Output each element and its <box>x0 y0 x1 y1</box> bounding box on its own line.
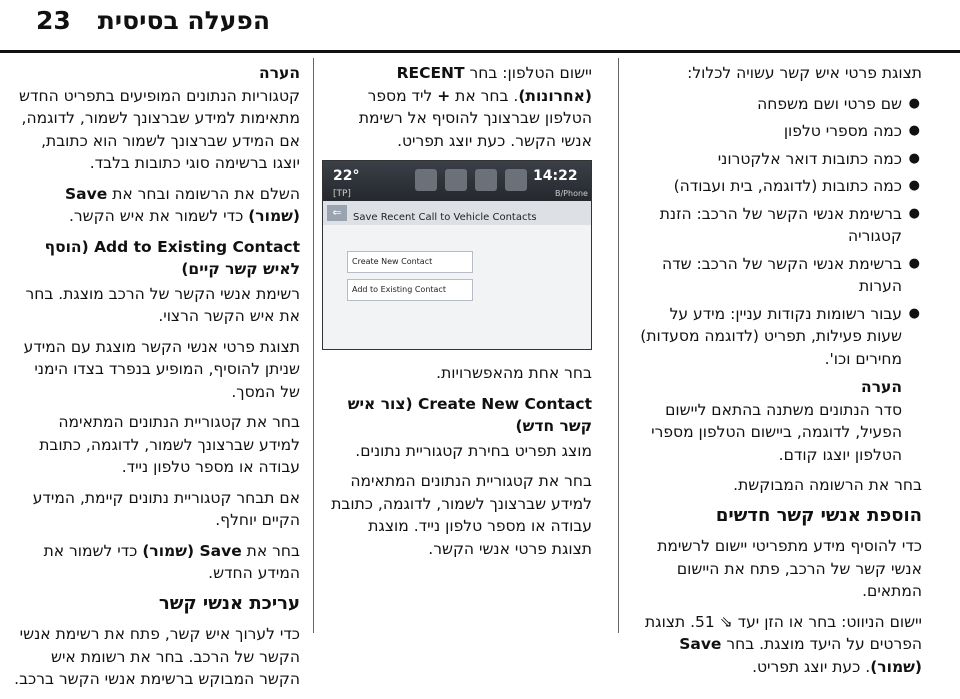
note-text: קטגוריות הנתונים המופיעים בתפריט החדש מתאימות למידע שברצונך לשמור, לדוגמה, אם המידע שברצונך לשמור הוא כתובת, יוצגו ברשימה סוגי כתובות בלבד. <box>19 86 300 172</box>
navigation-arrow-icon: ⇘ <box>719 612 733 631</box>
list-item: ● ברשימת אנשי הקשר של הרכב: שדה הערות <box>632 253 922 298</box>
page-number: 23 <box>36 6 71 35</box>
list-item: ● שם פרטי ושם משפחה <box>632 93 922 116</box>
app-tab-icon[interactable] <box>415 169 437 191</box>
recent-label: RECENT (אחרונות) <box>396 64 592 105</box>
header-rule <box>0 50 960 53</box>
add-to-existing-contact-option[interactable]: Add to Existing Contact <box>347 279 473 301</box>
middle-column <box>326 62 592 568</box>
page-title: הפעלה בסיסית <box>97 6 270 35</box>
page-header <box>0 0 960 50</box>
phone-indicator: B/Phone <box>555 189 588 198</box>
add-existing-text: בחר את קטגוריית הנתונים המתאימה למידע שברצונך לשמור, לדוגמה, כתובת עבודה או מספר טלפון נייד. <box>39 413 300 476</box>
infotainment-screenshot <box>322 160 592 350</box>
choose-category-text: בחר את קטגוריית הנתונים המתאימה למידע שברצונך לשמור, לדוגמה, כתובת עבודה או מספר טלפון נייד. מוצגת תצוגת פרטי אנשי הקשר. <box>331 472 592 558</box>
add-existing-text: אם תבחר קטגוריית נתונים קיימת, המידע הקיים יוחלף. <box>32 488 300 529</box>
save-label: Save (שמור) <box>142 541 242 560</box>
create-new-contact-text: מוצג תפריט בחירת קטגוריית נתונים. <box>355 441 592 460</box>
details-list <box>632 93 922 371</box>
note-heading: הערה <box>861 378 902 396</box>
section-title-add-contacts: הוספת אנשי קשר חדשים <box>715 504 922 526</box>
complete-entry-text: השלם את הרשומה ובחר את Save (שמור) כדי לשמור את איש הקשר. <box>65 184 300 225</box>
list-item: ● עבור רשומות נקודות עניין: מידע על שעות פעילות, תפריט (לדוגמה מסעדות) מחירים וכו'. <box>632 303 922 371</box>
add-existing-text: רשימת אנשי הקשר של הרכב מוצגת. בחר את איש הקשר הרצוי. <box>25 284 300 325</box>
clock-readout: 14:22 <box>533 168 578 184</box>
back-button[interactable]: ⇐ <box>327 205 347 221</box>
create-new-contact-heading: Create New Contact (צור איש קשר חדש) <box>347 394 592 435</box>
select-entry-text: בחר את הרשומה המבוקשת. <box>733 476 922 494</box>
left-column <box>14 62 300 699</box>
tp-indicator: [TP] <box>333 189 351 199</box>
app-tab-icon[interactable] <box>505 169 527 191</box>
temperature-readout: 22° <box>333 168 360 184</box>
list-item: ● כמה כתובות (לדוגמה, בית ועבודה) <box>632 175 922 198</box>
list-item: ● ברשימת אנשי הקשר של הרכב: הזנת קטגוריה <box>632 203 922 248</box>
plus-icon: + <box>437 86 451 105</box>
phone-app-text: יישום הטלפון: בחר RECENT (אחרונות). בחר את + ליד מספר הטלפון שברצונך להוסיף אל רשימת אנשי הקשר. כעת יוצג תפריט. <box>358 64 592 150</box>
column-divider-right <box>618 58 619 633</box>
list-item: ● כמה כתובות דואר אלקטרוני <box>632 148 922 171</box>
save-new-info-text: בחר את Save (שמור) כדי לשמור את המידע החדש. <box>43 541 300 582</box>
details-intro: תצוגת פרטי איש קשר עשויה לכלול: <box>687 64 922 82</box>
navigation-app-text: יישום הניווט: בחר או הזן יעד ⇘ 51. תצוגת הפרטים על היעד מוצגת. בחר Save (שמור). כעת יוצג תפריט. <box>645 612 922 676</box>
section-intro: כדי להוסיף מידע מתפריטי יישום לרשימת אנשי קשר של הרכב, פתח את היישום המתאים. <box>657 537 922 600</box>
add-existing-text: תצוגת פרטי אנשי הקשר מוצגת עם המידע שניתן להוסיף, המופיע בנפרד בצדו הימני של המסך. <box>23 337 300 401</box>
right-column <box>632 62 922 686</box>
note-text: סדר הנתונים משתנה בהתאם ליישום הפעיל, לדוגמה, ביישום הטלפון מספרי הטלפון יוצגו קודם. <box>651 400 902 464</box>
choose-option-text: בחר אחת מהאפשרויות. <box>436 364 592 382</box>
column-divider-left <box>313 58 314 633</box>
note-block <box>632 376 922 466</box>
edit-contacts-text: כדי לערוך איש קשר, פתח את רשימת אנשי הקשר של הרכב. בחר את רשומת איש הקשר המבוקש ברשימת אנשי הקשר ברכב. <box>14 625 300 688</box>
app-tab-icon[interactable] <box>475 169 497 191</box>
app-tab-icon[interactable] <box>445 169 467 191</box>
list-item: ● כמה מספרי טלפון <box>632 120 922 143</box>
section-title-edit-contacts: עריכת אנשי קשר <box>158 592 300 614</box>
save-label: Save (שמור) <box>65 184 300 225</box>
note-heading: הערה <box>259 64 300 82</box>
create-new-contact-option[interactable]: Create New Contact <box>347 251 473 273</box>
add-existing-heading: Add to Existing Contact (הוסף לאיש קשר קיים) <box>44 237 300 278</box>
screen-title: Save Recent Call to Vehicle Contacts <box>353 212 537 223</box>
save-label: Save (שמור) <box>679 635 922 676</box>
